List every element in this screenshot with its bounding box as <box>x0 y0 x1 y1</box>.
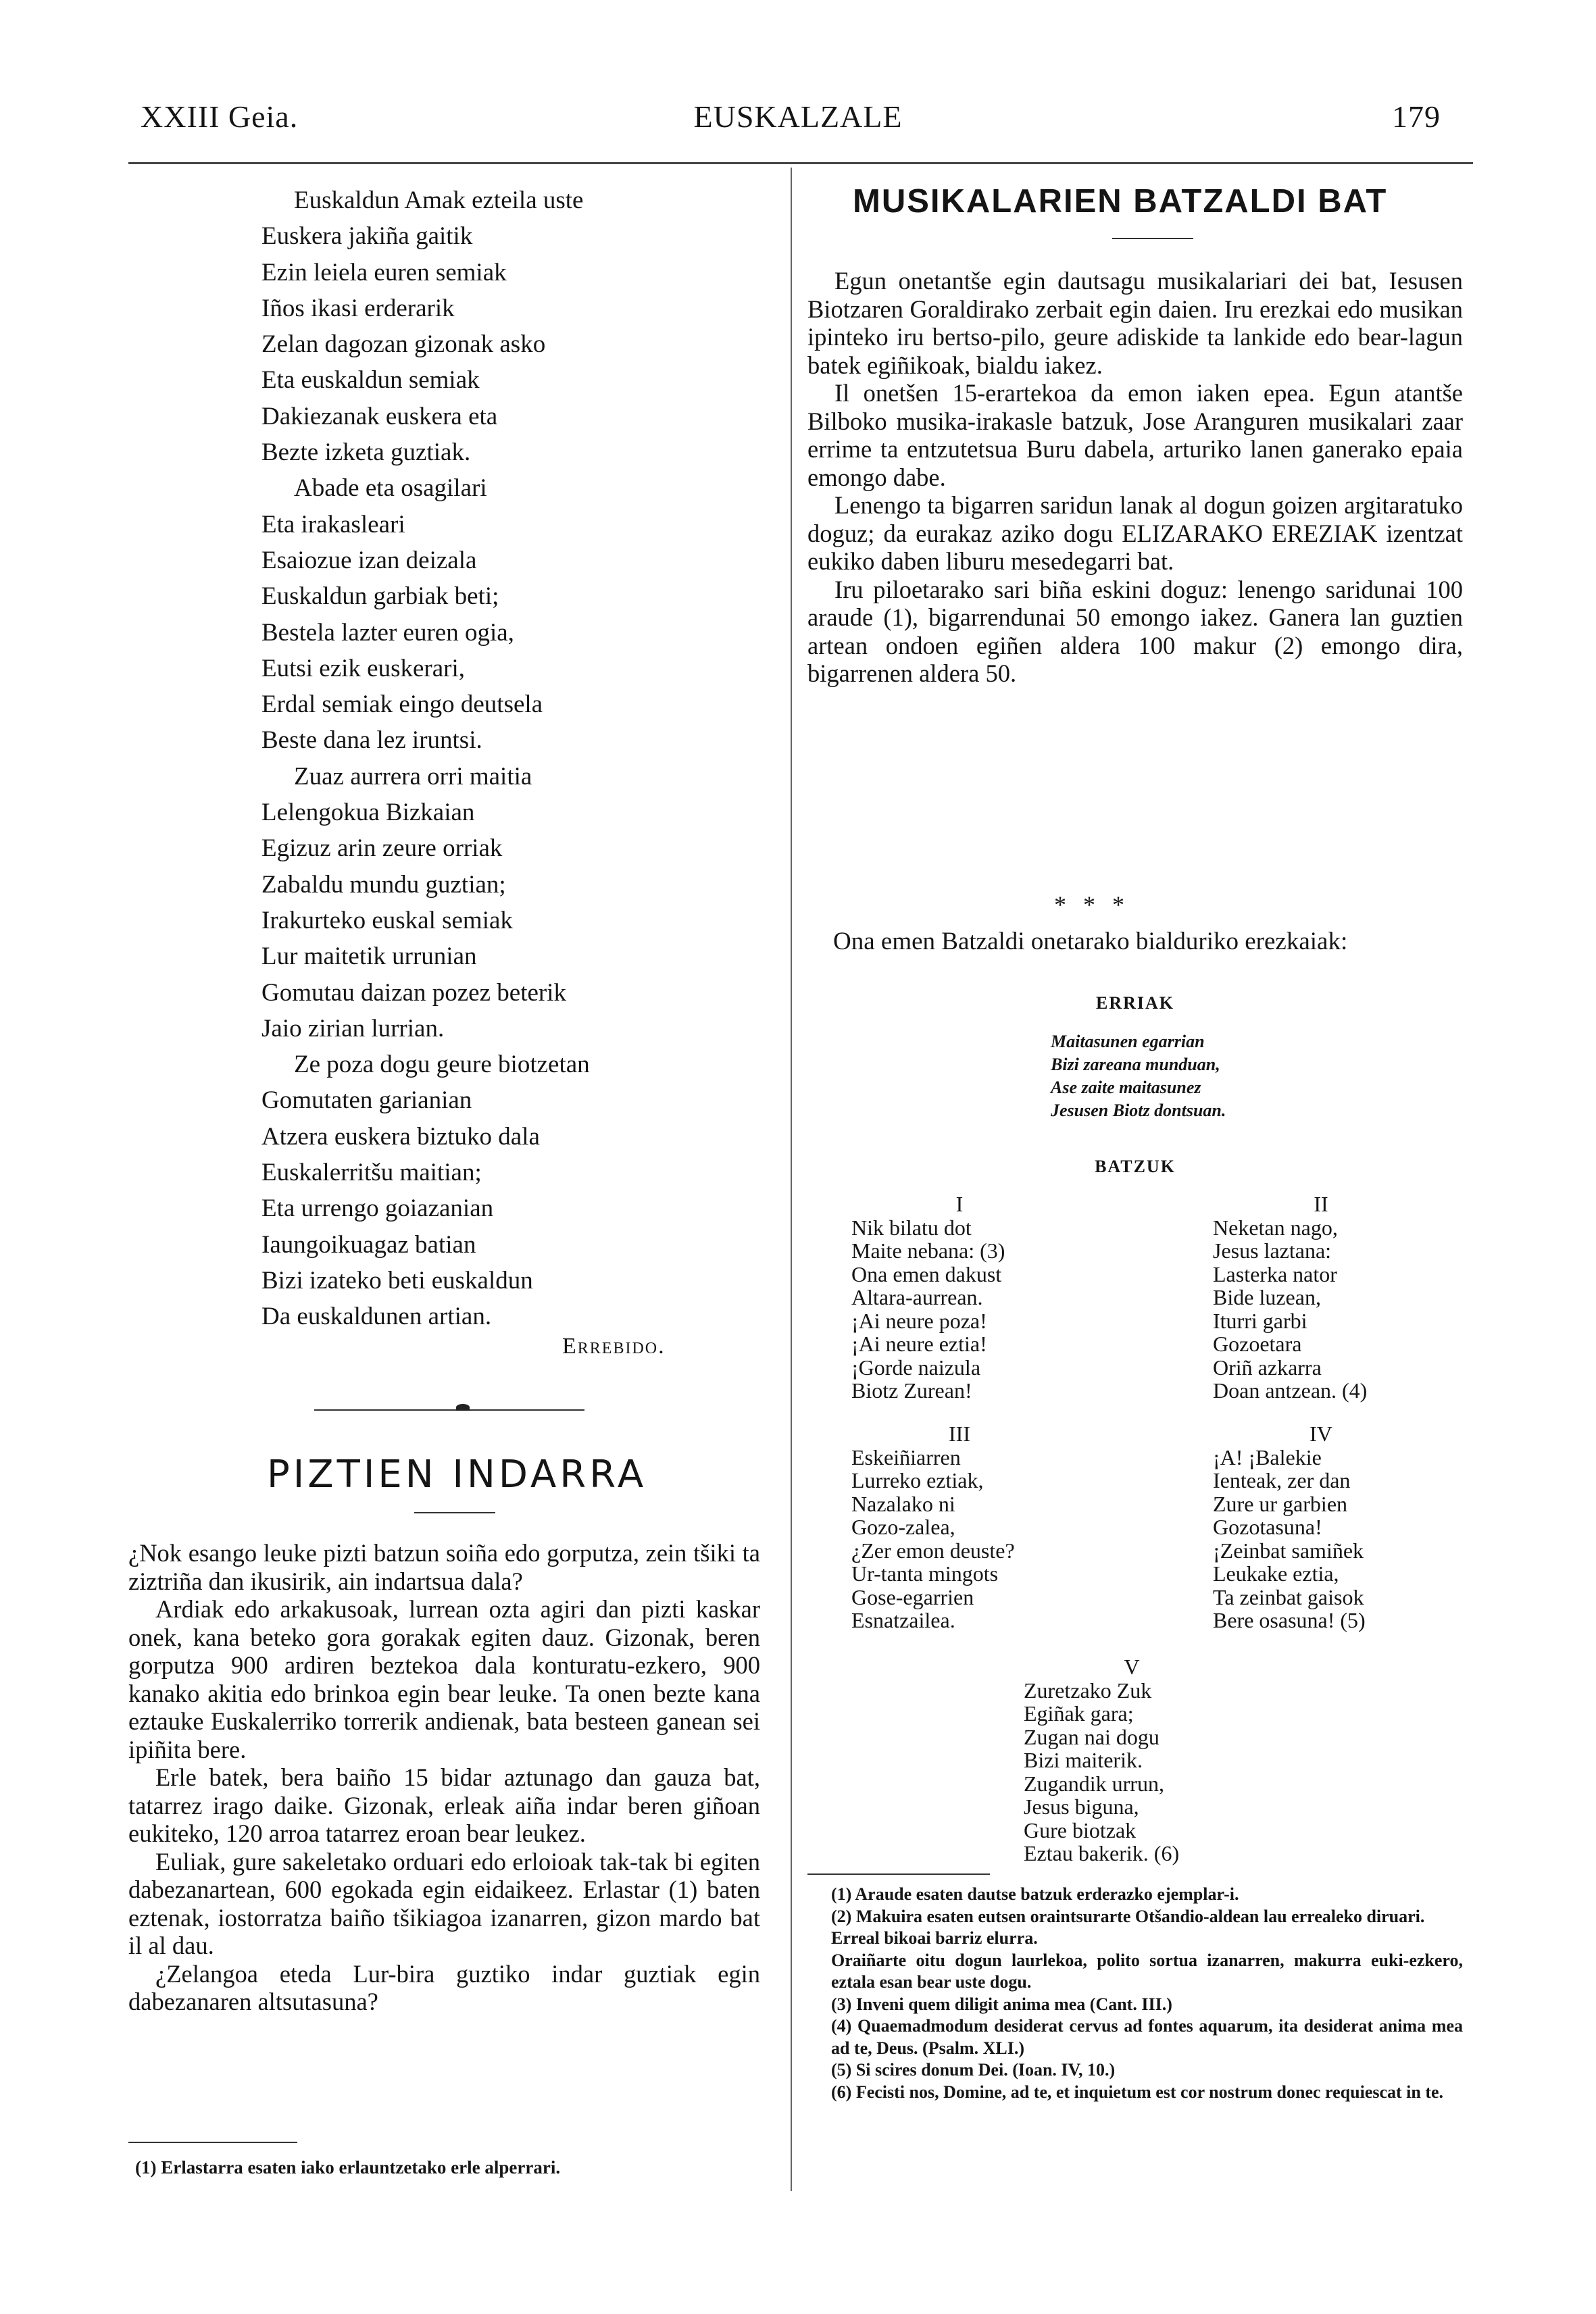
poem-line: Eutsi ezik euskerari, <box>261 654 466 682</box>
erriak-refrain <box>1051 1030 1226 1122</box>
title-rule <box>1112 238 1193 239</box>
header-rule <box>128 162 1473 164</box>
verse-line: Eskeiñiarren <box>851 1444 961 1469</box>
poem-line: Da euskaldunen artian. <box>261 1303 492 1331</box>
verse-line: Ta zeinbat gaisok <box>1213 1584 1364 1609</box>
stanza-number: I <box>955 1192 964 1216</box>
poem-line: Gomutaten garianian <box>261 1086 472 1115</box>
verse-line: Zure ur garbien <box>1213 1491 1348 1516</box>
poem-line: Zelan dagozan gizonak asko <box>261 330 546 359</box>
verse-line: Esnatzailea. <box>851 1608 955 1632</box>
intro-line: Ona emen Batzaldi onetarako bialduriko erezkaiak: <box>833 928 1348 955</box>
verse-line: Neketan nago, <box>1213 1215 1338 1240</box>
verse-line: Gozotasuna! <box>1213 1515 1322 1539</box>
verse-line: ¡Gorde naizula <box>851 1355 981 1380</box>
verse-line: Gozoetara <box>1213 1332 1302 1356</box>
section-ornament-rule <box>314 1409 584 1411</box>
paragraph: Euliak, gure sakeletako orduari edo erloioak tak-tak bi egiten dabezanartean, 600 egokada egin eidaikeez. Erlastar (1) baten eztenak, iostorratza baiño tšikiagoa izanarren, gizon mardo bat il al dau. <box>128 1847 760 1959</box>
poem-line: Euskaldun garbiak beti; <box>261 582 499 611</box>
refrain-line: Bizi zareana munduan, <box>1051 1055 1220 1074</box>
poem-line: Zuaz aurrera orri maitia <box>294 762 532 790</box>
verse-line: Zugandik urrun, <box>1024 1771 1164 1796</box>
verse-line: Biotz Zurean! <box>851 1378 972 1403</box>
verse-line: Lasterka nator <box>1213 1261 1337 1286</box>
article-body-piztien <box>128 1539 760 2016</box>
stanza-2 <box>1213 1192 1429 1403</box>
refrain-line: Maitasunen egarrian <box>1051 1032 1205 1051</box>
poem-line: Jaio zirian lurrian. <box>261 1014 445 1042</box>
poem-line: Atzera euskera biztuko dala <box>261 1122 540 1151</box>
stanza-5 <box>1024 1655 1240 1865</box>
poem-line: Gomutau daizan pozez beterik <box>261 978 566 1007</box>
verse-line: Jesus laztana: <box>1213 1238 1332 1263</box>
verse-line: Lurreko eztiak, <box>851 1468 984 1492</box>
poem-line: Bezte izketa guztiak. <box>261 438 471 467</box>
poem-line: Ezin leiela euren semiak <box>261 258 507 286</box>
poem-line: Lelengokua Bizkaian <box>261 799 475 827</box>
paragraph: Ardiak edo arkakusoak, lurrean ozta agiri dan pizti kaskar onek, kana beteko gora gorakak egiten dauz. Gizonak, beren gorputza 900 ardiren beztekoa dala konturatu-ezkero, 900 kanako akitia edo brinkoa egin bear leuke. Ta onen bezte kana eztauke Euskalerriko torrerik andienak, bata besteen ganean sei ipiñita bere. <box>128 1595 760 1763</box>
verse-line: Egiñak gara; <box>1024 1701 1134 1726</box>
stanza-number: IV <box>1310 1422 1332 1446</box>
verse-line: Eztau bakerik. (6) <box>1024 1841 1180 1865</box>
poem-line: Ze poza dogu geure biotzetan <box>294 1051 590 1079</box>
erriak-label: ERRIAK <box>1095 993 1174 1013</box>
footnotes-musika <box>831 1884 1463 2103</box>
verse-line: Bide luzean, <box>1213 1285 1321 1309</box>
verse-line: ¡Ai neure poza! <box>851 1308 987 1333</box>
footnote-piztien: (1) Erlastarra esaten iako erlauntzetako erle alperrari. <box>135 2157 561 2178</box>
refrain-line: Ase zaite maitasunez <box>1051 1078 1201 1097</box>
verse-line: Jesus biguna, <box>1024 1794 1139 1819</box>
footnote: (3) Inveni quem diligit anima mea (Cant. III.) <box>831 1994 1172 2014</box>
footnote-rule <box>128 2142 297 2143</box>
poem-line: Euskaldun Amak ezteila uste <box>294 186 584 214</box>
refrain-line: Jesusen Biotz dontsuan. <box>1051 1101 1226 1120</box>
article-title-piztien: PIZTIEN INDARRA <box>267 1453 647 1496</box>
stanza-number: II <box>1314 1192 1328 1216</box>
footnote: (6) Fecisti nos, Domine, ad te, et inquietum est cor nostrum donec requiescat in te. <box>831 2082 1444 2102</box>
verse-line: Nik bilatu dot <box>851 1215 972 1240</box>
stanza-3 <box>851 1422 1068 1632</box>
verse-line: Iturri garbi <box>1213 1308 1307 1333</box>
paragraph: ¿Zelangoa eteda Lur-bira guztiko indar guztiak egin dabezanaren altsutasuna? <box>128 1959 760 2015</box>
verse-line: Bere osasuna! (5) <box>1213 1608 1366 1632</box>
verse-line: Nazalako ni <box>851 1491 955 1516</box>
page-number: 179 <box>1392 99 1441 134</box>
paragraph: Il onetšen 15-erartekoa da emon iaken epea. Egun atantše Bilboko musika-irakasle batzuk, Jose Aranguren musikalari zaar errime ta entzutetsua Buru dabela, arturiko lanen ganerako epaia emongo dabe. <box>807 379 1463 491</box>
footnote: (5) Si scires donum Dei. (Ioan. IV, 10.) <box>831 2060 1116 2080</box>
verse-line: Zugan nai dogu <box>1024 1724 1159 1749</box>
poem-line: Euskera jakiña gaitik <box>261 222 473 251</box>
footnote: (4) Quaemadmodum desiderat cervus ad fontes aquarum, ita desiderat anima mea ad te, Deus. (Psalm. XLI.) <box>831 2016 1463 2058</box>
poem-line: Euskalerritšu maitian; <box>261 1159 482 1187</box>
verse-line: Oriñ azkarra <box>1213 1355 1322 1380</box>
title-rule <box>414 1512 495 1513</box>
poem-line: Iaungoikuagaz batian <box>261 1230 476 1259</box>
poem-line: Abade eta osagilari <box>294 474 487 503</box>
poem-line: Dakiezanak euskera eta <box>261 402 498 430</box>
poem-line: Eta irakasleari <box>261 510 405 538</box>
footnote: Erreal bikoai barriz elurra. <box>831 1928 1038 1948</box>
poem-line: Irakurteko euskal semiak <box>261 906 513 934</box>
poem-line: Erdal semiak eingo deutsela <box>261 690 543 719</box>
paragraph: Iru piloetarako sari biña eskini doguz: lenengo saridunai 100 araude (1), bigarrendunai 50 emongo iakez. Ganera lan guztien artean ondoen egiñen aldera 100 makur (2) emongo dira, bigarrenen aldera 50. <box>807 575 1463 687</box>
poem-signature: Errebido. <box>562 1334 666 1359</box>
poem-line: Esaiozue izan deizala <box>261 546 477 574</box>
verse-line: Gose-egarrien <box>851 1584 974 1609</box>
poem-line: Iños ikasi erderarik <box>261 294 455 322</box>
stanza-1 <box>851 1192 1068 1403</box>
verse-line: Bizi maiterik. <box>1024 1748 1143 1772</box>
poem-line: Bizi izateko beti euskaldun <box>261 1266 533 1294</box>
verse-line: Ona emen dakust <box>851 1261 1002 1286</box>
verse-line: Gozo-zalea, <box>851 1515 955 1539</box>
paragraph: Erle batek, bera baiño 15 bidar aztunago dan gauza bat, tatarrez irago daike. Gizonak, erleak aiña indar beren giñoan eukiteko, 120 arroa tatarrez eroan bear leukez. <box>128 1763 760 1847</box>
issue-label: XXIII Geia. <box>141 99 299 134</box>
verse-line: Ur-tanta mingots <box>851 1561 999 1586</box>
ornament-icon <box>456 1404 470 1411</box>
paragraph: Egun onetantše egin dautsagu musikalariari dei bat, Iesusen Biotzaren Goraldirako zerbait egin daien. Iru erezkai edo musikan ipinteko iru bertso-pilo, geure adiskide ta lankide edo bear-lagun batek egiñikoak, bialdu iakez. <box>807 267 1463 379</box>
verse-line: Altara-aurrean. <box>851 1285 983 1309</box>
column-divider <box>791 168 792 2191</box>
poem <box>261 182 768 1335</box>
journal-title: EUSKALZALE <box>693 99 903 134</box>
verse-line: ¿Zer emon deuste? <box>851 1538 1015 1563</box>
footnote: Oraiñarte oitu dogun laurlekoa, polito sortua izanarren, makurra euki-ezkero, eztala esan bear uste dogu. <box>831 1950 1463 1992</box>
verse-line: ¡A! ¡Balekie <box>1213 1444 1322 1469</box>
stanza-4 <box>1213 1422 1429 1632</box>
poem-line: Eta urrengo goiazanian <box>261 1194 494 1223</box>
poem-line: Bestela lazter euren ogia, <box>261 618 514 647</box>
verse-line: Ienteak, zer dan <box>1213 1468 1351 1492</box>
verse-line: Leukake eztia, <box>1213 1561 1339 1586</box>
stanza-number: III <box>949 1422 970 1446</box>
verse-line: Doan antzean. (4) <box>1213 1378 1368 1403</box>
verse-line: Zuretzako Zuk <box>1024 1678 1152 1703</box>
footnote: (1) Araude esaten dautse batzuk erderazko ejemplar-i. <box>831 1884 1239 1904</box>
verse-line: ¡Ai neure eztia! <box>851 1332 987 1356</box>
stanza-number: V <box>1124 1655 1140 1679</box>
verse-line: ¡Zeinbat samiñek <box>1213 1538 1364 1563</box>
poem-line: Egizuz arin zeure orriak <box>261 834 503 863</box>
section-stars: * * * <box>1054 891 1130 918</box>
footnote-rule <box>807 1873 990 1875</box>
verse-line: Maite nebana: (3) <box>851 1238 1005 1263</box>
poem-line: Beste dana lez iruntsi. <box>261 726 482 755</box>
article-title-musika: MUSIKALARIEN BATZALDI BAT <box>853 183 1388 220</box>
poem-line: Lur maitetik urrunian <box>261 942 477 971</box>
batzuk-label: BATZUK <box>1095 1157 1176 1176</box>
footnote: (2) Makuira esaten eutsen oraintsurarte Otšandio-aldean lau errealeko diruari. <box>831 1906 1425 1926</box>
paragraph: ¿Nok esango leuke pizti batzun soiña edo gorputza, zein tšiki ta ziztriña dan ikusirik, ain indartsua dala? <box>128 1539 760 1595</box>
poem-line: Zabaldu mundu guztian; <box>261 870 506 899</box>
verse-line: Gure biotzak <box>1024 1817 1137 1842</box>
paragraph: Lenengo ta bigarren saridun lanak al dogun goizen argitaratuko doguz; da eurakaz aziko dogu ELIZARAKO EREZIAK izentzat eukiko daben liburu mesedegarri bat. <box>807 491 1463 575</box>
article-body-musika <box>807 267 1463 688</box>
poem-line: Eta euskaldun semiak <box>261 366 480 395</box>
